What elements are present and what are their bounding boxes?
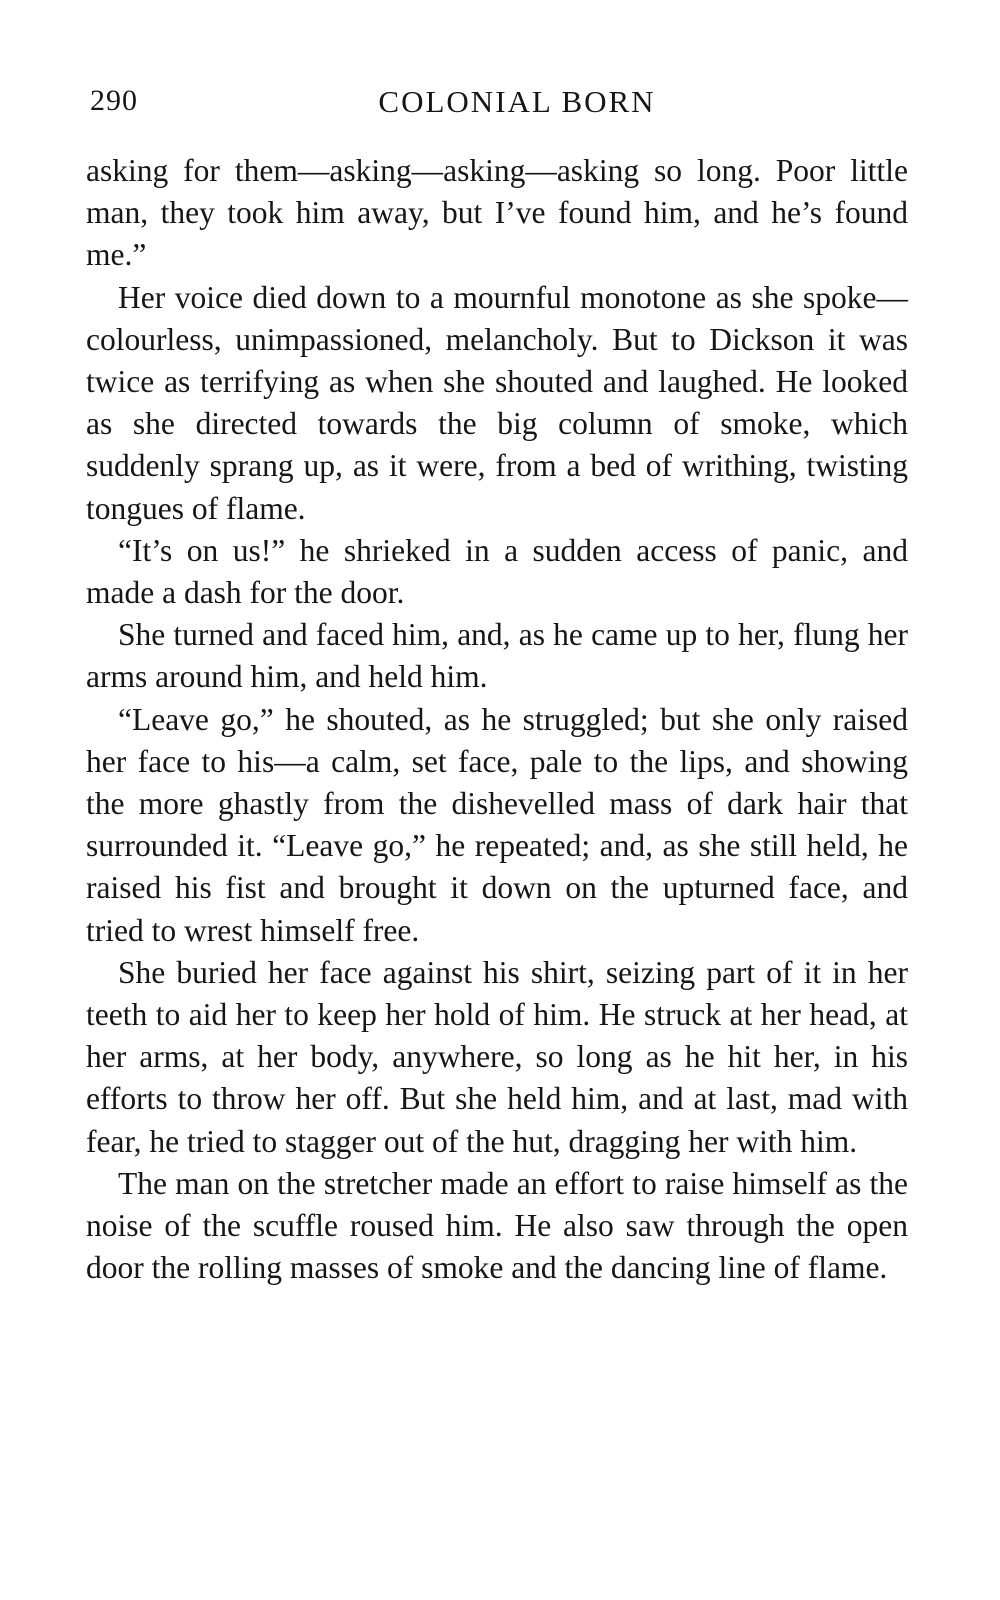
paragraph-6: She buried her face against his shirt, seizing part of it in her teeth to aid her to keep her hold of him. He struck at her head, at her arms, at her body, anywhere, so long as he hit her, in his efforts to throw her off. But she held him, and at last, mad with fear, he tried to stagger out of the hut, dragging her with him. bbox=[86, 954, 908, 1159]
body-text bbox=[86, 150, 908, 1289]
paragraph-1: asking for them—asking—asking—asking so long. Poor little man, they took him away, but I’ve found him, and he’s found me.” bbox=[86, 153, 908, 273]
page-number: 290 bbox=[90, 84, 138, 117]
paragraph-4: She turned and faced him, and, as he came up to her, flung her arms around him, and held him. bbox=[86, 617, 908, 695]
paragraph-2: Her voice died down to a mournful monotone as she spoke—colourless, unimpassioned, melancholy. But to Dickson it was twice as terrifying as when she shouted and laughed. He looked as she directed towards the big column of smoke, which suddenly sprang up, as it were, from a bed of writhing, twisting tongues of flame. bbox=[86, 279, 908, 526]
paragraph-3: “It’s on us!” he shrieked in a sudden access of panic, and made a dash for the door. bbox=[86, 532, 908, 611]
book-title: COLONIAL BORN bbox=[378, 84, 656, 119]
paragraph-5: “Leave go,” he shouted, as he struggled; but she only raised her face to his—a calm, set face, pale to the lips, and showing the more ghastly from the dishevelled mass of dark hair that surrounded it. “Leave go,” he repeated; and, as she still held, he raised his fist and brought it down on the upturned face, and tried to wrest himself free. bbox=[86, 701, 908, 948]
paragraph-7: The man on the stretcher made an effort to raise himself as the noise of the scuffle roused him. He also saw through the open door the rolling masses of smoke and the dancing line of flame. bbox=[86, 1165, 908, 1286]
running-head bbox=[90, 84, 908, 128]
